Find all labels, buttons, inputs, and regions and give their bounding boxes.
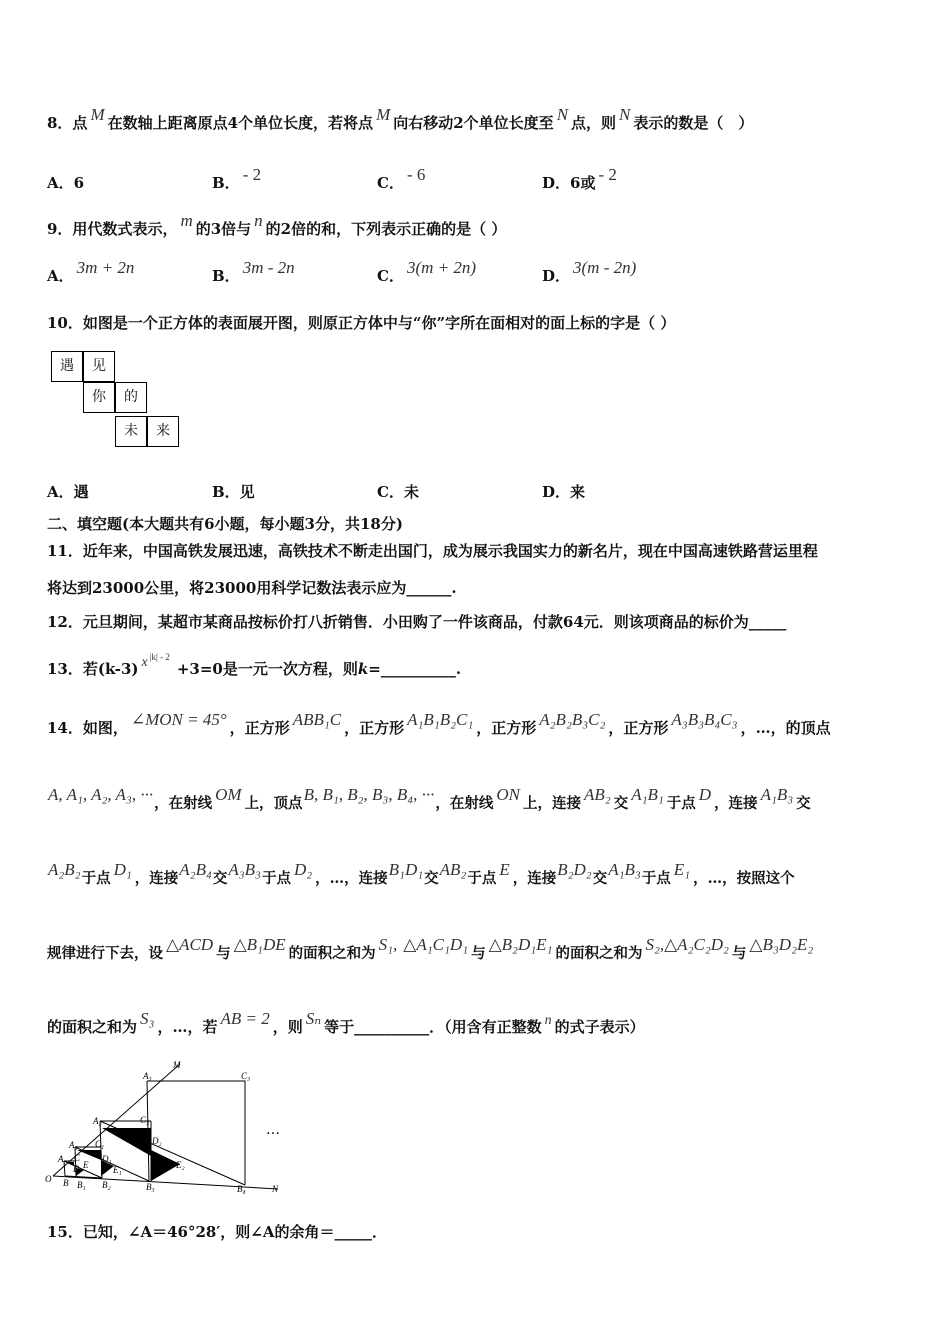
q8-stem: 8．点 M 在数轴上距离原点4个单位长度，若将点 M 向右移动2个单位长度至 N 点，则 N 表示的数是（ ） <box>47 105 754 132</box>
label-B4: B₄ <box>237 1184 246 1194</box>
label-E: E <box>83 1160 89 1170</box>
q14-line5: 的面积之和为 S₃ ，…，若 AB = 2 ，则 Sₙ 等于__________．（用含有正整数 n 的式子表示） <box>47 1009 645 1036</box>
q8-option-a: A．6 <box>47 174 85 192</box>
cube-face-wei: 未 <box>115 416 147 447</box>
cube-face-lai: 来 <box>147 416 179 447</box>
label-B1: B₁ <box>77 1180 86 1190</box>
label-C1: C₁ <box>95 1139 105 1149</box>
q9-option-d: D． 3(m - 2n) <box>542 258 637 285</box>
q12: 12．元旦期间，某超市某商品按标价打八折销售．小田购了一件该商品，付款64元．则该项商品的标价为_____ <box>47 613 787 631</box>
cube-face-ni: 你 <box>83 382 115 413</box>
q10-option-c: C．未 <box>377 483 419 501</box>
q14-geometry-figure <box>40 1058 300 1198</box>
label-N: N <box>272 1184 279 1194</box>
label-B: B <box>63 1178 69 1188</box>
label-B2: B₂ <box>102 1180 111 1190</box>
q10-option-b: B．见 <box>212 483 255 501</box>
label-C2: C₂ <box>140 1115 150 1125</box>
label-B3: B₃ <box>146 1182 155 1192</box>
q11-line1: 11．近年来，中国高铁发展迅速，高铁技术不断走出国门，成为展示我国实力的新名片，现在中国高速铁路营运里程 <box>47 542 818 560</box>
label-C: C <box>74 1153 81 1163</box>
q9-stem: 9．用代数式表示， m 的3倍与 n 的2倍的和，下列表示正确的是（ ） <box>47 211 507 238</box>
q15: 15．已知，∠A＝46°28′，则∠A的余角＝_____． <box>47 1223 387 1241</box>
label-C3: C₃ <box>241 1071 251 1081</box>
triangle-a2c2d2 <box>102 1128 151 1156</box>
q14-line4: 规律进行下去，设 △ACD 与 △B₁DE 的面积之和为 S₁, △A₁C₁D₁ 与 △B₂D₁E₁ 的面积之和为 S₂,△A₂C₂D₂ 与 △B₃D₂E₂ <box>47 935 814 962</box>
label-E2: E₂ <box>176 1160 185 1170</box>
q10-option-a: A．遇 <box>47 483 89 501</box>
q14-line3: A₂B₂于点 D₁ ，连接A₂B₄交A₃B₃于点 D₂ ，…，连接B₁D₁交AB₂于点 E ，连接B₂D₂交A₁B₃于点 E₁ ，…，按照这个 <box>48 860 795 887</box>
label-A: A <box>58 1154 64 1164</box>
edge-ab <box>64 1161 65 1176</box>
q11-line2: 将达到23000公里，将23000用科学记数法表示应为______. <box>47 579 457 597</box>
q10-stem: 10．如图是一个正方体的表面展开图，则原正方体中与“你”字所在面相对的面上标的字是（ ） <box>47 314 676 332</box>
cube-face-jian: 见 <box>83 351 115 382</box>
label-D: D <box>73 1164 80 1174</box>
q13: 13．若(k-3) x $^{|k| - 2}$+3=0是一元一次方程，则k=__________. <box>47 652 462 678</box>
label-A2: A₂ <box>93 1116 102 1126</box>
label-M: M <box>173 1060 181 1070</box>
label-D1: D₁ <box>102 1154 112 1164</box>
q8-option-b: B． - 2 <box>212 165 262 192</box>
q9-option-c: C． 3(m + 2n) <box>377 258 477 285</box>
label-D2: D₂ <box>152 1136 162 1146</box>
q10-option-d: D．来 <box>542 483 586 501</box>
label-A1: A₁ <box>69 1140 78 1150</box>
cube-face-de: 的 <box>115 382 147 413</box>
q14-line1: 14．如图， ∠MON = 45° ，正方形 ABB₁C ，正方形 A₁B₁B₂C₁ ，正方形 A₂B₂B₃C₂ ，正方形 A₃B₃B₄C₃ ，…，的顶点 <box>47 710 831 737</box>
cube-face-yu: 遇 <box>51 351 83 382</box>
q9-option-b: B． 3m - 2n <box>212 258 295 285</box>
q14-line2: A, A₁, A₂, A₃, ···，在射线 OM 上，顶点B, B₁, B₂, B₃, B₄, ···，在射线 ON 上，连接 AB₂ 交 A₁B₁ 于点 D ，连接 A₁B₃ 交 <box>48 785 811 812</box>
q8-option-d: D．6或 - 2 <box>542 165 617 192</box>
q9-option-a: A． 3m + 2n <box>47 258 135 285</box>
q8-option-c: C． - 6 <box>377 165 426 192</box>
label-E1: E₁ <box>113 1165 122 1175</box>
ellipsis: … <box>266 1122 280 1138</box>
section-heading: 二、填空题(本大题共有6小题，每小题3分，共18分) <box>47 515 403 533</box>
label-A3: A₃ <box>143 1071 152 1081</box>
label-O: O <box>45 1174 52 1184</box>
shaded-triangles <box>66 1128 180 1181</box>
